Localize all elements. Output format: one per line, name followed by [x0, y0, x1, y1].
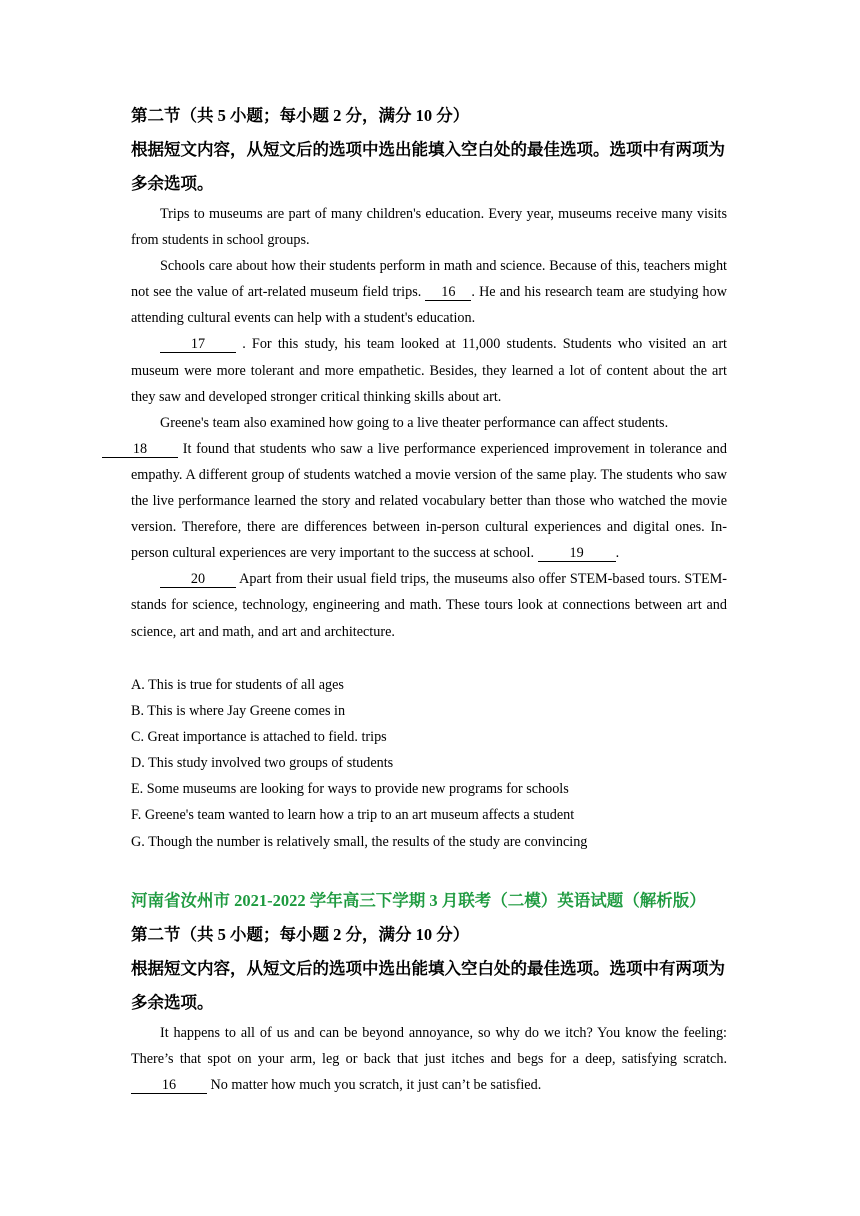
- passage-2: [131, 1020, 727, 1098]
- option-a: A. This is true for students of all ages: [131, 677, 344, 693]
- option-f: F. Greene's team wanted to learn how a trip to an art museum affects a student: [131, 807, 575, 824]
- blank-16-section-2[interactable]: 16: [131, 1078, 207, 1094]
- paragraph-text: . For this study, his team looked at 11,000 students. Students who visited an art museum were more tolerant and more empathetic. Besides, they learned a lot of content about the art they saw and developed stronger critical thinking skills about art.: [131, 336, 727, 405]
- passage-paragraph-5: [131, 566, 727, 644]
- blank-17[interactable]: 17: [160, 337, 236, 353]
- paragraph-text: Apart from their usual field trips, the museums also offer STEM-based tours. STEM-stands for science, technology, engineering and math. These tours look at connections between art and science, art and math, and art and architecture.: [131, 571, 727, 640]
- passage-paragraph-2: [131, 253, 727, 331]
- option-e: E. Some museums are looking for ways to provide new programs for schools: [131, 781, 569, 798]
- paragraph-text: .: [615, 545, 620, 562]
- passage-paragraph-4: [131, 410, 727, 567]
- blank-18[interactable]: 18: [102, 442, 178, 458]
- section-instruction: 根据短文内容，从短文后的选项中选出能填入空白处的最佳选项。选项中有两项为多余选项。: [131, 140, 725, 193]
- option-d: D. This study involved two groups of students: [131, 755, 394, 772]
- blank-20[interactable]: 20: [160, 572, 236, 588]
- passage: [131, 201, 727, 645]
- passage-2-paragraph-1: [131, 1020, 727, 1098]
- paragraph-text: Greene's team also examined how going to a live theater performance can affect students.: [160, 414, 669, 431]
- paragraph-text: . He and his research team are studying how attending cultural events can help with a student's education.: [131, 284, 727, 327]
- passage-paragraph-1: Trips to museums are part of many children's education. Every year, museums receive many visits from students in school groups.: [131, 206, 727, 249]
- option-b: B. This is where Jay Greene comes in: [131, 703, 346, 720]
- blank-19[interactable]: 19: [538, 546, 616, 562]
- blank-16[interactable]: 16: [425, 285, 471, 301]
- paragraph-text: No matter how much you scratch, it just can’t be satisfied.: [207, 1077, 542, 1094]
- paragraph-text: Schools care about how their students perform in math and science. Because of this, teachers might not see the value of art-related museum field trips.: [131, 258, 727, 301]
- paragraph-text: It found that students who saw a live performance experienced improvement in tolerance and empathy. A different group of students watched a movie version of the same play. The students who saw the live performance learned the story and related vocabulary better than those who watched the movie version. Therefore, there are differences between in-person cultural experiences and digital ones. In-person cultural experiences are very important to the success at school.: [131, 440, 727, 562]
- paragraph-text: It happens to all of us and can be beyond annoyance, so why do we itch? You know the feeling: There’s that spot on your arm, leg or back that just itches and begs for a deep, satisfying scratch.: [131, 1025, 727, 1068]
- option-c: C. Great importance is attached to field. trips: [131, 729, 387, 746]
- section-instruction-2: 根据短文内容，从短文后的选项中选出能填入空白处的最佳选项。选项中有两项为多余选项。: [131, 959, 725, 1012]
- section-heading: 第二节（共 5 小题；每小题 2 分，满分 10 分）: [131, 106, 470, 125]
- passage-paragraph-3: [131, 331, 727, 409]
- section-heading-2: 第二节（共 5 小题；每小题 2 分，满分 10 分）: [131, 925, 470, 944]
- source-title: 河南省汝州市 2021-2022 学年高三下学期 3 月联考（二模）英语试题（解析版）: [131, 891, 706, 910]
- option-g: G. Though the number is relatively small, the results of the study are convincing: [131, 833, 588, 850]
- options-list: [131, 672, 731, 855]
